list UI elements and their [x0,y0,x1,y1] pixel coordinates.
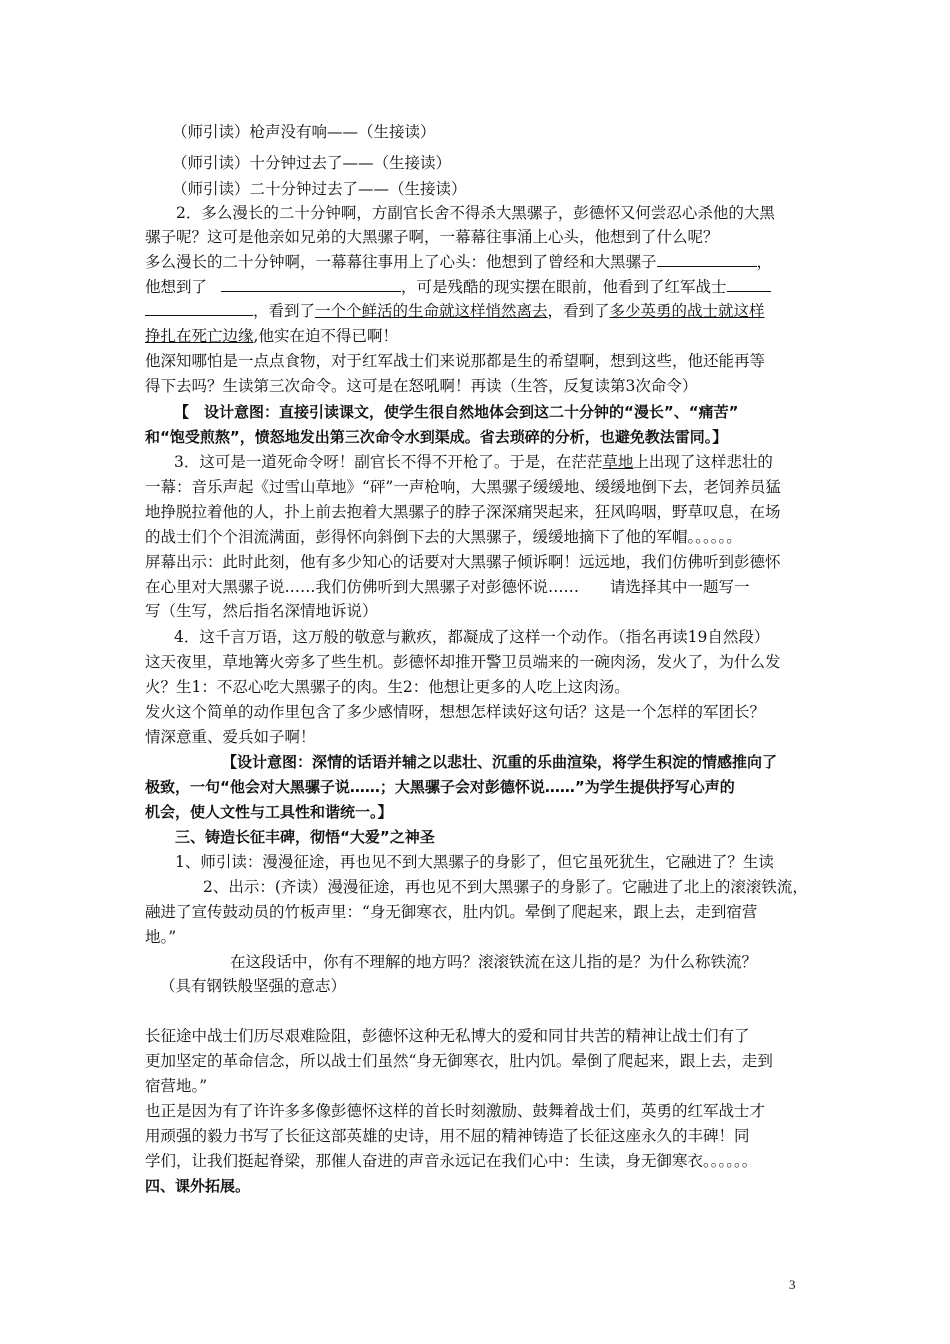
text-line: 2．多么漫长的二十分钟啊，方副官长舍不得杀大黑骡子，彭德怀又何尝忍心杀他的大黑 [176,204,775,222]
underlined-phrase: 挣扎在死亡边缘 [145,327,254,345]
text-line: 2、出示：(齐读）漫漫征途，再也见不到大黑骡子的身影了。它融进了北上的滚滚铁流， [203,878,808,896]
text-line: 火？生1：不忍心吃大黑骡子的肉。生2：他想让更多的人吃上这肉汤。 [145,678,630,696]
text-line: 写（生写，然后指名深情地诉说） [145,602,378,620]
text-line: 得下去吗？生读第三次命令。这可是在怒吼啊！再读（生答，反复读第3次命令） [145,377,698,395]
text-line: （具有钢铁般坚强的意志） [160,977,347,995]
text-line: 1、师引读：漫漫征途，再也见不到大黑骡子的身影了，但它虽死犹生，它融进了？生读 [175,853,774,871]
text-line: 的战士们个个泪流满面，彭得怀向斜倒下去的大黑骡子，缓缓地摘下了他的军帽。。。。。。 [145,528,742,546]
text-segment: 上出现了这样悲壮的 [633,453,773,471]
text-line [174,451,773,473]
text-segment: 多么漫长的二十分钟啊，一幕幕往事用上了心头：他想到了曾经和大黑骡子 [145,253,657,271]
text-line: 更加坚定的革命信念，所以战士们虽然“身无御寒衣，肚内饥。晕倒了爬起来，跟上去，走到 [145,1052,773,1070]
text-line: 一幕：音乐声起《过雪山草地》“砰”一声枪响，大黑骡子缓缓地、缓缓地倒下去，老饲养员猛 [145,478,781,496]
underlined-phrase: 多少英勇的战士就这样 [609,302,765,320]
text-line: 在心里对大黑骡子说……我们仿佛听到大黑骡子对彭德怀说…… 请选择其中一题写一 [145,578,750,596]
page-number: 3 [789,1277,796,1292]
text-line: 宿营地。” [145,1077,208,1095]
text-segment: 3．这可是一道死命令呀！副官长不得不开枪了。于是，在茫茫 [174,453,603,471]
text-line: 他深知哪怕是一点点食物，对于红军战士们来说那都是生的希望啊，想到这些，他还能再等 [145,352,766,370]
text-line: 在这段话中，你有不理解的地方吗？滚滚铁流在这儿指的是？为什么称铁流？ [230,953,758,971]
underlined-phrase: 草地 [602,453,634,471]
text-line: （师引读）枪声没有响——（生接读） [172,123,436,141]
text-line: 融进了宣传鼓动员的竹板声里：“身无御寒衣，肚内饥。晕倒了爬起来，跟上去，走到宿营 [145,903,758,921]
text-line: 屏幕出示：此时此刻，他有多少知心的话要对大黑骡子倾诉啊！远远地，我们仿佛听到彭德怀 [145,553,781,571]
text-line: 也正是因为有了许许多多像彭德怀这样的首长时刻激励、鼓舞着战士们，英勇的红军战士才 [145,1102,766,1120]
text-segment: 他想到了 [145,278,208,296]
text-line: 4．这千言万语，这万般的敬意与歉疚，都凝成了这样一个动作。（指名再读19自然段） [174,628,770,646]
text-line: 骡子呢？这可是他亲如兄弟的大黑骡子啊，一幕幕往事涌上心头，他想到了什么呢？ [145,228,719,246]
section-heading: 三、铸造长征丰碑，彻悟“大爱”之神圣 [175,828,435,846]
design-intent-note: 极致，一句“他会对大黑骡子说……；大黑骡子会对彭德怀说……”为学生提供抒写心声的 [145,778,735,796]
design-intent-note: 机会，使人文性与工具性和谐统一。】 [145,803,393,821]
text-line [145,276,771,298]
design-intent-note: 和“饱受煎熬”，愤怒地发出第三次命令水到渠成。省去琐碎的分析，也避免教法雷同。】 [145,428,728,446]
underlined-phrase: 一个个鲜活的生命就这样悄然离去 [315,302,548,320]
text-segment: ，可是残酷的现实摆在眼前，他看到了红军战士 [401,278,727,296]
fill-in-blank [145,300,253,316]
section-heading: 四、课外拓展。 [145,1177,251,1195]
text-line: 长征途中战士们历尽艰难险阻，彭德怀这种无私博大的爱和同甘共苦的精神让战士们有了 [145,1027,750,1045]
fill-in-blank [657,251,757,267]
design-intent-note: 【设计意图：深情的话语并辅之以悲壮、沉重的乐曲渲染，将学生积淀的情感推向了 [222,753,778,771]
fill-in-blank [221,276,401,292]
text-line: （师引读）二十分钟过去了——（生接读） [172,180,467,198]
text-line [145,325,398,347]
text-line: 学们，让我们挺起脊梁，那催人奋进的声音永远记在我们心中：生读，身无御寒衣。。。。。。 [145,1152,758,1170]
text-line [145,300,765,322]
text-line: 地挣脱拉着他的人，扑上前去抱着大黑骡子的脖子深深痛哭起来，狂风呜咽，野草叹息，在场 [145,503,781,521]
text-line: 这天夜里，草地篝火旁多了些生机。彭德怀却推开警卫员端来的一碗肉汤，发火了，为什么发 [145,653,781,671]
fill-in-blank [727,276,771,292]
text-segment: ，看到了 [547,302,610,320]
text-segment: ，看到了 [253,302,316,320]
text-line: 发火这个简单的动作里包含了多少感情呀，想想怎样读好这句话？这是一个怎样的军团长？ [145,703,766,721]
text-segment: ,他实在迫不得已啊！ [253,327,398,345]
design-intent-note: 【 设计意图：直接引读课文，使学生很自然地体会到这二十分钟的“漫长”、“痛苦” [174,403,739,421]
text-line: 地。” [145,928,177,946]
text-line: 用顽强的毅力书写了长征这部英雄的史诗，用不屈的精神铸造了长征这座永久的丰碑！同 [145,1127,750,1145]
text-segment: ， [756,253,773,271]
text-line: 情深意重、爱兵如子啊！ [145,728,316,746]
text-line: （师引读）十分钟过去了——（生接读） [172,154,452,172]
text-line [145,251,772,273]
